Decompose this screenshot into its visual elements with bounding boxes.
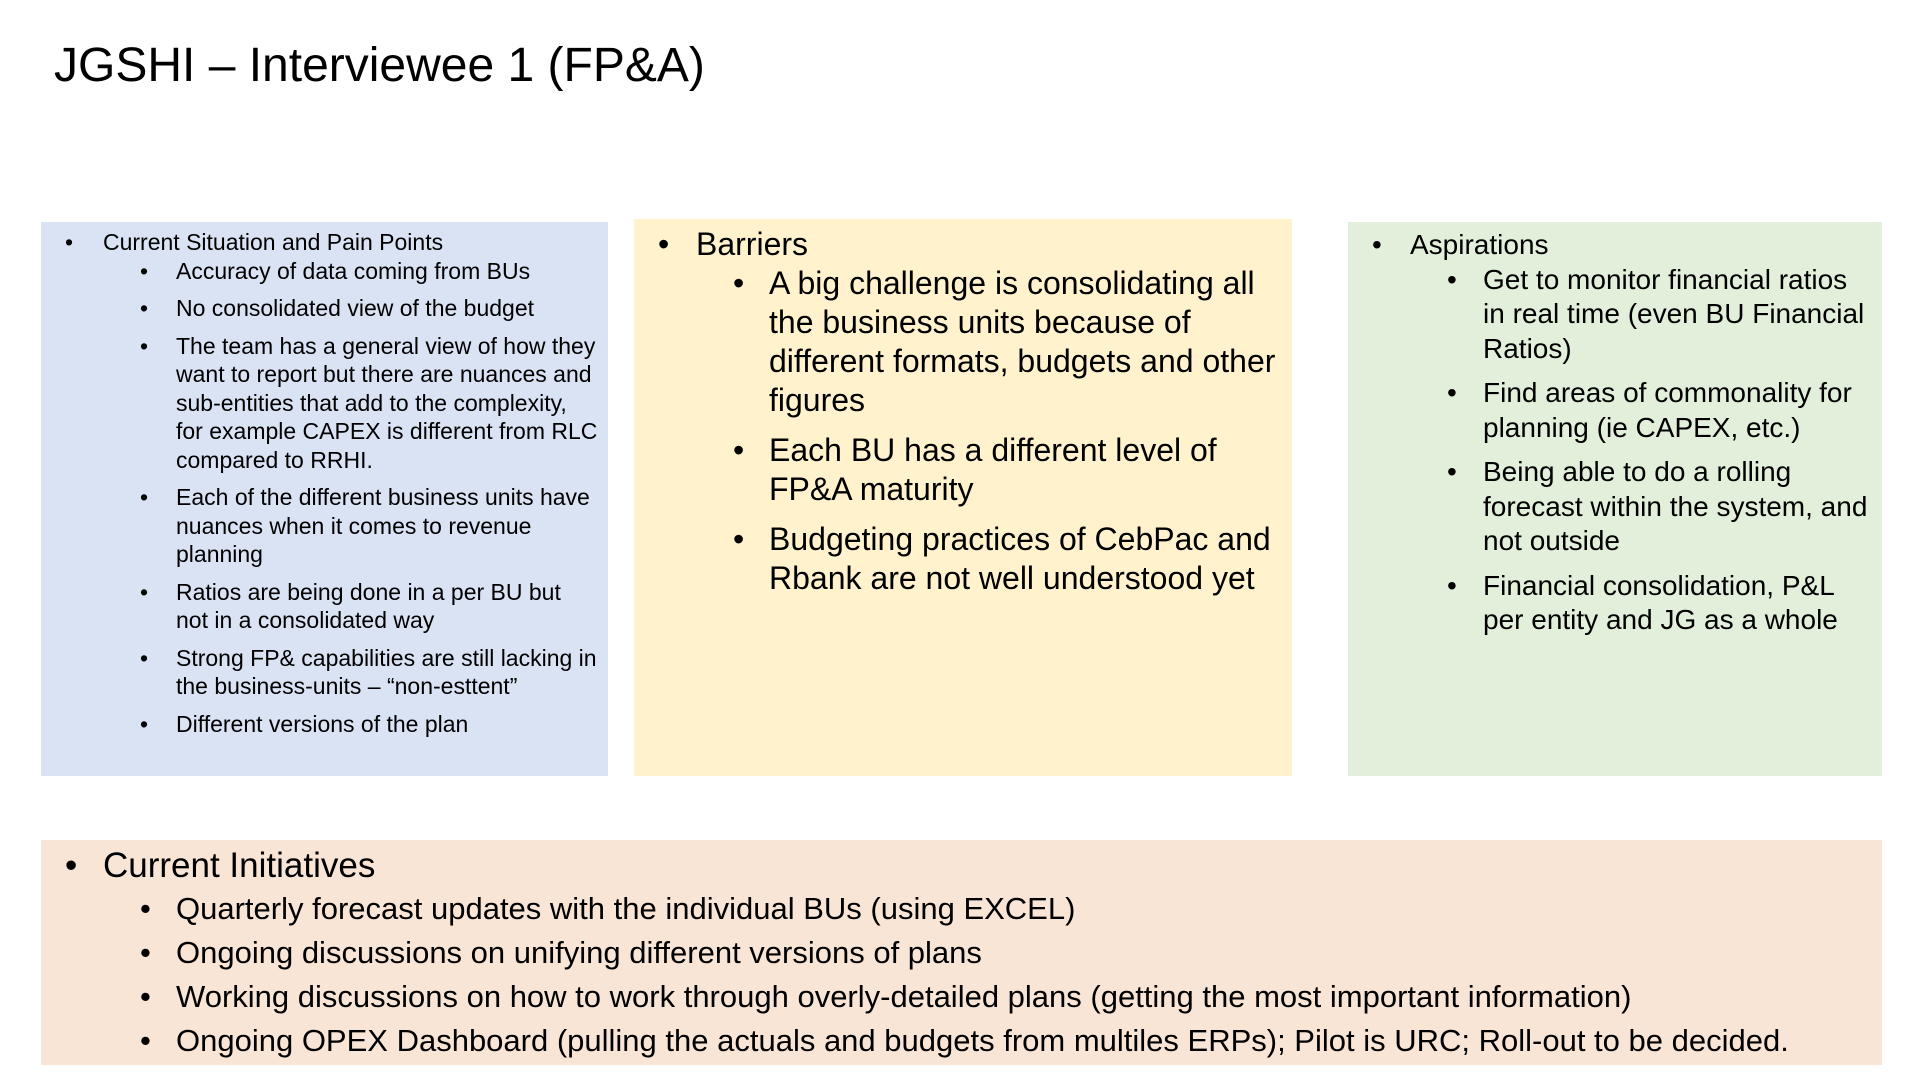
- barriers-heading-item: [646, 225, 1282, 598]
- aspirations-item: • Financial consolidation, P&L per entity and JG as a whole: [1447, 569, 1838, 635]
- situation-item: • Each of the different business units have nuances when it comes to revenue planning: [140, 484, 590, 567]
- barriers-panel: [634, 219, 1292, 776]
- bullet-icon: •: [1447, 263, 1457, 295]
- aspirations-item: • Being able to do a rolling forecast within the system, and not outside: [1447, 456, 1868, 556]
- bullet-icon: •: [140, 710, 149, 737]
- bullet-icon: •: [1447, 569, 1457, 601]
- bullet-icon: •: [1447, 456, 1457, 487]
- barriers-item: • Budgeting practices of CebPac and Rbank are not well understood yet: [733, 521, 1271, 596]
- aspirations-heading: Aspirations: [1410, 229, 1549, 260]
- initiatives-item: • Quarterly forecast updates with the individual BUs (using EXCEL): [140, 891, 1076, 926]
- bullet-icon: •: [140, 1023, 151, 1058]
- aspirations-sublist: [1410, 263, 1872, 638]
- situation-item: • No consolidated view of the budget: [140, 295, 535, 321]
- bullet-icon: •: [1447, 377, 1457, 408]
- initiatives-list: [53, 844, 1872, 1060]
- bullet-icon: •: [1372, 229, 1382, 260]
- initiatives-item: • Ongoing discussions on unifying different versions of plans: [140, 935, 982, 970]
- initiatives-item: • Ongoing OPEX Dashboard (pulling the actuals and budgets from multiles ERPs); Pilot is URC; Roll-out to be decided.: [140, 1023, 1789, 1058]
- barriers-list: [646, 225, 1282, 598]
- situation-item: • Ratios are being done in a per BU but not in a consolidated way: [140, 578, 561, 633]
- bullet-icon: •: [140, 257, 149, 284]
- aspirations-item: • Find areas of commonality for planning (ie CAPEX, etc.): [1447, 377, 1852, 443]
- situation-sublist: [103, 257, 598, 739]
- aspirations-list: [1360, 228, 1872, 638]
- initiatives-item: • Working discussions on how to work through overly-detailed plans (getting the most important information): [140, 979, 1632, 1014]
- initiatives-sublist: [103, 890, 1872, 1060]
- situation-item: • Different versions of the plan: [140, 710, 469, 737]
- situation-item: • Accuracy of data coming from BUs: [140, 257, 531, 284]
- bullet-icon: •: [140, 295, 149, 321]
- bullet-icon: •: [140, 644, 149, 671]
- aspirations-heading-item: [1360, 228, 1872, 638]
- initiatives-heading: Current Initiatives: [103, 846, 376, 885]
- barriers-heading: Barriers: [696, 226, 809, 262]
- bullet-icon: •: [140, 935, 151, 970]
- slide-title: JGSHI – Interviewee 1 (FP&A): [54, 39, 705, 92]
- barriers-item: • A big challenge is consolidating all the business units because of different formats, budgets and other figures: [733, 265, 1276, 418]
- bullet-icon: •: [733, 521, 745, 557]
- situation-panel: [41, 222, 608, 776]
- initiatives-panel: [41, 840, 1882, 1065]
- bullet-icon: •: [140, 332, 149, 359]
- bullet-icon: •: [658, 226, 670, 262]
- aspirations-item: • Get to monitor financial ratios in real time (even BU Financial Ratios): [1447, 263, 1865, 364]
- initiatives-heading-item: [53, 844, 1872, 1060]
- bullet-icon: •: [140, 578, 149, 605]
- barriers-sublist: [696, 264, 1282, 598]
- barriers-item: • Each BU has a different level of FP&A maturity: [733, 432, 1217, 507]
- bullet-icon: •: [140, 979, 151, 1014]
- situation-heading: Current Situation and Pain Points: [103, 229, 444, 255]
- bullet-icon: •: [733, 432, 745, 468]
- bullet-icon: •: [733, 265, 745, 301]
- situation-list: [53, 228, 598, 738]
- bullet-icon: •: [65, 846, 78, 885]
- situation-item: • Strong FP& capabilities are still lacking in the business-units – “non-esttent”: [140, 644, 597, 699]
- situation-item: • The team has a general view of how they want to report but there are nuances and sub-entities that add to the complexity, for example CAPEX is different from RLC compared to RRHI.: [140, 332, 598, 473]
- aspirations-panel: [1348, 222, 1882, 776]
- bullet-icon: •: [65, 229, 74, 255]
- bullet-icon: •: [140, 484, 149, 510]
- situation-heading-item: [53, 228, 598, 738]
- bullet-icon: •: [140, 891, 151, 926]
